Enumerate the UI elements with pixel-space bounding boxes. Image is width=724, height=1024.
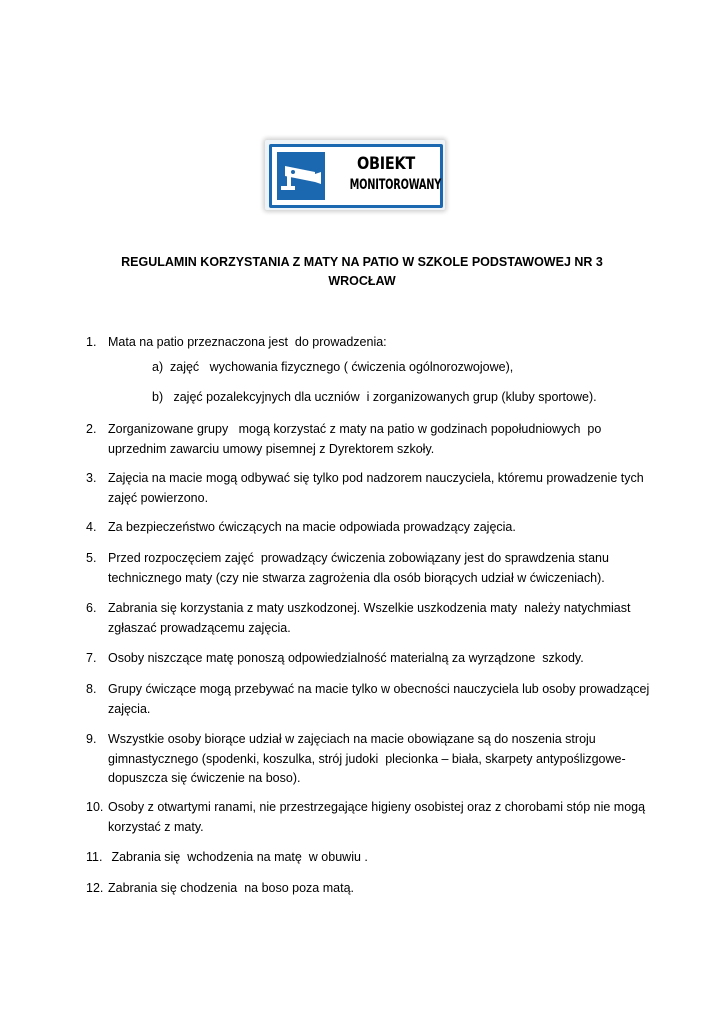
rule-number: 9.	[86, 732, 97, 746]
rule-text-line: korzystać z maty.	[108, 819, 204, 834]
subitem-letter: b)	[152, 390, 164, 404]
rule-text	[108, 549, 642, 588]
document-title	[100, 253, 624, 291]
rule-text	[108, 848, 642, 868]
rule-text	[108, 730, 642, 789]
rule-text-line: Osoby niszczące matę ponoszą odpowiedzialność materialną za wyrządzone szkody.	[108, 651, 584, 665]
rule-text-line: Zabrania się korzystania z maty uszkodzonej. Wszelkie uszkodzenia maty należy natychmiast	[108, 601, 631, 615]
rule-text-line: zajęcia.	[108, 701, 151, 716]
rule-number: 1.	[86, 335, 97, 349]
rule-number: 5.	[86, 551, 97, 565]
rule-text-line: Grupy ćwiczące mogą przebywać na macie tylko w obecności nauczyciela lub osoby prowadzącej	[108, 682, 650, 696]
rule-text	[108, 680, 650, 719]
subitem-text: zajęć wychowania fizycznego ( ćwiczenia ogólnorozwojowe),	[170, 360, 514, 374]
rule-number: 7.	[86, 651, 97, 665]
rule-number: 4.	[86, 520, 97, 534]
rule-text	[108, 518, 642, 538]
cctv-camera-icon	[277, 152, 325, 200]
rule-text	[108, 879, 642, 899]
rule-text-line: uprzednim zawarciu umowy pisemnej z Dyrektorem szkoły.	[108, 441, 435, 456]
rule-text-line: Zabrania się chodzenia na boso poza matą.	[108, 881, 354, 895]
rule-text	[108, 469, 642, 508]
title-line1: REGULAMIN KORZYSTANIA Z MATY NA PATIO W SZKOLE PODSTAWOWEJ NR 3	[121, 255, 603, 269]
rule-text-line: Osoby z otwartymi ranami, nie przestrzegające higieny osobistej oraz z chorobami stóp nie mogą	[108, 800, 646, 814]
rule-text-line: zajęć powierzono.	[108, 490, 209, 505]
rule-number: 12.	[86, 881, 104, 895]
rule-number: 10.	[86, 800, 104, 814]
rule-text-line: Za bezpieczeństwo ćwiczących na macie odpowiada prowadzący zajęcia.	[108, 520, 516, 534]
rule-text	[108, 599, 642, 638]
rule-text	[108, 333, 642, 353]
rule-text-line: Zajęcia na macie mogą odbywać się tylko pod nadzorem nauczyciela, któremu prowadzenie tych	[108, 471, 644, 485]
sign-frame	[269, 144, 443, 208]
rule-text-line: Przed rozpoczęciem zajęć prowadzący ćwiczenia zobowiązany jest do sprawdzenia stanu	[108, 551, 609, 565]
title-line2: WROCŁAW	[328, 274, 396, 288]
monitored-object-sign	[265, 140, 445, 210]
rule-text-line: zgłaszać prowadzącemu zajęcia.	[108, 620, 291, 635]
rule-number: 6.	[86, 601, 97, 615]
sign-text-line2: MONITOROWANY	[349, 177, 442, 193]
rule-number: 11.	[86, 850, 103, 864]
subitem-text: zajęć pozalekcyjnych dla uczniów i zorganizowanych grup (kluby sportowe).	[170, 390, 597, 404]
rule-text	[108, 649, 642, 669]
rule-text-line: Wszystkie osoby biorące udział w zajęciach na macie obowiązane są do noszenia stroju	[108, 732, 596, 746]
rule-text	[108, 420, 642, 459]
rule-number: 3.	[86, 471, 97, 485]
rule-text-line: Zorganizowane grupy mogą korzystać z maty na patio w godzinach popołudniowych po	[108, 422, 602, 436]
sign-text-line1: OBIEKT	[356, 154, 416, 174]
rule-text-line: gimnastycznego (spodenki, koszulka, strój judoki plecionka – biała, skarpety antypoślizgowe-	[108, 751, 626, 766]
rule-text	[108, 798, 646, 837]
rule-text-line: technicznego maty (czy nie stwarza zagrożenia dla osób biorących udział w ćwiczeniach).	[108, 570, 605, 585]
rule-text-line: dopuszcza się ćwiczenie na boso).	[108, 771, 301, 785]
rule-number: 8.	[86, 682, 97, 696]
rule-text-line: Mata na patio przeznaczona jest do prowadzenia:	[108, 335, 387, 349]
rule-text-line: Zabrania się wchodzenia na matę w obuwiu .	[108, 850, 368, 864]
rule-number: 2.	[86, 422, 97, 436]
subitem-letter: a)	[152, 360, 164, 374]
